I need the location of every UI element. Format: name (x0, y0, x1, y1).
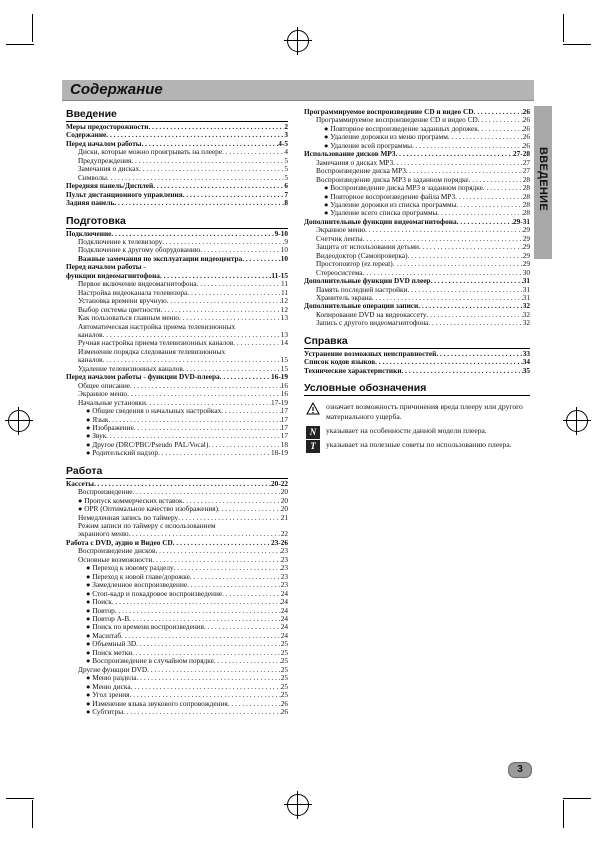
toc-entry-title: Счетчик ленты (316, 233, 363, 243)
title-bar (62, 80, 534, 101)
toc-entry-page: 10 (280, 245, 288, 255)
toc-entry-page: 26 (522, 132, 530, 142)
toc-entry-page: 25 (280, 656, 288, 666)
legend-item (304, 440, 530, 450)
toc-entry-title: ● OPR (Оптимальное качество изображения) (78, 504, 219, 514)
legend-item (304, 402, 530, 422)
toc-entry-page: 18 (280, 439, 288, 449)
toc-entry-title: Изменение порядка следования телевизионных (78, 346, 226, 356)
dot-leader (190, 573, 281, 581)
toc-entry-title: ● Повтор (86, 605, 115, 615)
toc-entry-page: 29 (522, 242, 530, 252)
toc-entry-page: 2 (284, 122, 288, 131)
dot-leader (474, 108, 523, 116)
toc-entry-page: 4 (284, 147, 288, 157)
toc-entry-page: 25 (280, 664, 288, 674)
toc-entry-page: 24 (280, 614, 288, 624)
toc-entry-page: 23-26 (270, 537, 288, 547)
toc-entry-title: Пульт дистанционного управления (66, 189, 183, 199)
toc-entry-page: 17 (280, 406, 288, 416)
toc-entry[interactable] (304, 367, 530, 375)
toc-entry-title: Стереосистема (316, 267, 363, 277)
toc-entry-title: Дополнительные функции видеомагнитофона (304, 216, 457, 226)
toc-entry-title: Немедленная запись по таймеру (78, 512, 179, 522)
toc-entry-page: 23 (280, 546, 288, 556)
toc-entry-page: 30 (522, 267, 530, 277)
dot-leader (427, 311, 523, 319)
toc-entry-title: Дополнительные операции записи (304, 301, 419, 311)
dot-leader (130, 382, 281, 390)
toc-entry-title: Ручная настройка приема телевизионных каналов (78, 338, 234, 348)
toc-entry-page: 35 (522, 365, 530, 375)
toc-entry-page: 20 (280, 495, 288, 505)
toc-entry-page: 23 (280, 563, 288, 573)
toc-entry-title: Защита от использования детьми (316, 242, 419, 252)
toc-entry-title: ● Воспроизведение диска MP3 в заданном порядке (324, 183, 483, 193)
dot-leader (114, 199, 284, 207)
toc-entry-title: Работа с DVD, аудио и Видео CD (66, 537, 173, 547)
section-heading: Введение (66, 108, 288, 122)
dot-leader (225, 348, 288, 356)
toc-entry-title: Простоповтор (ez repeat) (316, 259, 393, 269)
toc-entry-title: ● Субтитры (86, 707, 124, 716)
toc-entry-title: Программируемое воспроизведение CD и видео CD (316, 115, 478, 125)
toc-entry-page: 28 (522, 191, 530, 201)
crop-mark (563, 800, 564, 828)
dot-leader (233, 339, 280, 347)
dot-leader (131, 683, 281, 691)
dot-leader (222, 590, 281, 598)
toc-entry-page: 5 (284, 172, 288, 182)
warning-icon (306, 402, 320, 415)
toc-entry-title: Удаление телевизионных каналов (78, 363, 183, 373)
toc-entry-title: ● Угол зрения (86, 690, 130, 700)
toc-entry-page: 17 (280, 422, 288, 432)
toc-entry-title: Экранное меню (316, 225, 366, 235)
toc-entry-page: 23 (280, 554, 288, 564)
dot-leader (121, 632, 281, 640)
toc-entry-page: 24 (280, 630, 288, 640)
dot-leader (173, 539, 271, 547)
dot-leader (204, 623, 281, 631)
toc-entry[interactable] (304, 319, 530, 327)
dot-leader (167, 297, 281, 305)
toc-entry-title: Воспроизведение дисков (78, 546, 156, 556)
toc-entry-title: ● Стоп-кадр и покадровое воспроизведение (86, 588, 223, 598)
dot-leader (127, 390, 281, 398)
toc-entry-page: 25 (280, 690, 288, 700)
toc-entry-page: 33 (522, 348, 530, 358)
toc-entry-title: Диски, которые можно проигрывать на плеере (78, 147, 223, 157)
crop-mark (6, 44, 34, 45)
dot-leader (478, 116, 523, 124)
toc-entry-title: Перед началом работы - функции DVD-плеера (66, 372, 220, 382)
toc-left-column (66, 108, 288, 716)
dot-leader (220, 373, 271, 381)
side-tab-label: ВВЕДЕНИЕ (537, 147, 549, 211)
legend-item (304, 426, 530, 436)
toc-entry-title: Перед началом работы (66, 138, 142, 148)
dot-leader (455, 193, 523, 201)
toc-entry[interactable] (66, 449, 288, 457)
dot-leader (146, 263, 288, 271)
toc-entry-title: Память последней настройки (316, 284, 408, 294)
toc-entry-title: Использование дисков MP3 (304, 149, 396, 159)
toc-entry-page: 29 (522, 233, 530, 243)
toc-entry-title: Начальные установки (78, 397, 146, 407)
toc-entry-title: ● Замедленное воспроизведение (86, 580, 188, 590)
toc-entry-title: экранного меню (78, 529, 129, 539)
toc-entry[interactable] (66, 708, 288, 716)
toc-entry-title: ● Пропуск коммерческих вставок (78, 495, 183, 505)
toc-entry-page: 4-5 (278, 138, 288, 148)
toc-entry-title: ● Поиск (86, 597, 112, 607)
toc-entry[interactable] (66, 199, 288, 207)
toc-entry-title: Экранное меню (78, 389, 128, 399)
toc-entry-title: ● Другое (DRC/PBC/Pseudo PAL/Vocal) (86, 439, 209, 449)
toc-entry-page: 28 (522, 174, 530, 184)
toc-entry-title: Первое включение видеомагнитофона (78, 279, 197, 289)
toc-entry-title: Автоматическая настройка приема телевизионных (78, 321, 236, 331)
toc-entry-page: 3 (284, 130, 288, 140)
toc-entry-page: 9 (284, 236, 288, 246)
toc-entry-title: Технические характеристики (304, 365, 402, 375)
dot-leader (419, 243, 523, 251)
toc-entry-title: ● Масштаб (86, 630, 122, 640)
dot-leader (148, 123, 284, 131)
toc-entry-page: 20 (280, 504, 288, 514)
toc-entry-title: Меры предосторожности (66, 122, 149, 131)
toc-entry-page: 29 (522, 250, 530, 260)
crop-mark (6, 798, 34, 799)
toc-entry-page: 8 (284, 198, 288, 208)
toc-entry-title: ● Звук (86, 431, 107, 441)
toc-entry-page: 15 (280, 363, 288, 373)
toc-entry-title: ● Объемный 3D (86, 639, 137, 649)
toc-entry-page: 24 (280, 605, 288, 615)
dot-leader (115, 607, 281, 615)
dot-leader (483, 184, 523, 192)
dot-leader (393, 159, 523, 167)
toc-entry-title: ● Удаление всего списка программы (324, 208, 438, 218)
dot-leader (123, 708, 281, 716)
toc-entry-page: 26 (522, 140, 530, 150)
toc-entry-page: 31 (522, 292, 530, 302)
toc-entry-page: 26 (522, 123, 530, 133)
toc-entry-title: ● Повторное воспроизведение файла MP3 (324, 191, 456, 201)
toc-entry-title: Как пользоваться главным меню (78, 313, 180, 323)
page-number: 3 (508, 762, 532, 778)
toc-entry-title: ● Меню диска (86, 681, 131, 691)
toc-entry-page: 32 (522, 301, 530, 311)
toc-entry-title: Подключение (66, 228, 112, 238)
dot-leader (431, 277, 523, 285)
toc-entry-title: Воспроизведение диска MP3 (316, 166, 406, 176)
toc-entry-page: 5 (284, 155, 288, 165)
toc-entry-page: 17-19 (270, 397, 288, 407)
crop-mark (563, 798, 591, 799)
toc-entry-page: 23 (280, 580, 288, 590)
dot-leader (214, 657, 281, 665)
toc-entry-page: 27 (522, 157, 530, 167)
toc-entry-title: Хранитель экрана (316, 292, 372, 302)
toc-entry-title: Подключение к другому оборудованию (78, 245, 201, 255)
dot-leader (457, 218, 513, 226)
toc-entry-title: Кассеты (66, 478, 94, 488)
toc-entry-page: 14 (280, 338, 288, 348)
dot-leader (139, 165, 284, 173)
legend-text: означает возможность причинения вреда плееру или другого материального ущерба. (326, 402, 523, 422)
toc-entry-page: 15 (280, 355, 288, 365)
toc-entry-page: 29-31 (512, 216, 530, 226)
dot-leader (112, 598, 281, 606)
tip-icon: T (306, 440, 320, 453)
toc-entry-page: 34 (522, 357, 530, 367)
toc-entry-page: 26 (280, 698, 288, 708)
toc-entry-title: ● Удаление дорожки из меню программ (324, 132, 448, 142)
toc-entry-title: ● Меню раздела (86, 673, 137, 683)
toc-entry-page: 24 (280, 597, 288, 607)
dot-leader (187, 289, 281, 297)
dot-leader (108, 416, 280, 424)
toc-entry-title: Запись с другого видеомагнитофона (316, 318, 429, 328)
dot-leader (448, 133, 523, 141)
toc-entry-page: 29 (522, 225, 530, 235)
toc-entry-title: ● Поиск по времени воспроизведения (86, 622, 204, 632)
dot-leader (408, 252, 523, 260)
toc-entry-title: ● Повтор A-B (86, 614, 130, 624)
toc-entry-page: 26 (522, 115, 530, 125)
dot-leader (208, 441, 280, 449)
dot-leader (393, 260, 523, 268)
legend-text: указывает на особенности данной модели плеера. (326, 426, 487, 436)
registration-mark (8, 410, 30, 432)
toc-entry-page: 31 (522, 284, 530, 294)
dot-leader (218, 505, 281, 513)
toc-entry-title: Задняя панель (66, 198, 115, 208)
toc-entry-page: 20 (280, 487, 288, 497)
toc-entry-title: каналов (78, 355, 103, 365)
toc-entry-page: 9-10 (274, 228, 288, 238)
dot-leader (215, 522, 288, 530)
toc-entry-page: 11 (280, 279, 288, 289)
toc-entry-title: ● Поиск метки (86, 647, 133, 657)
toc-entry-title: ● Родительский надзор (86, 448, 159, 458)
toc-entry-page: 21 (280, 512, 288, 522)
toc-entry-title: ● Язык (86, 414, 109, 424)
page-title: Содержание (70, 81, 163, 98)
toc-entry-title: ● Переход к новому разделу (86, 563, 174, 573)
dot-leader (365, 226, 523, 234)
toc-entry-page: 6 (284, 181, 288, 191)
toc-entry-title: Список кодов языков (304, 357, 376, 367)
toc-entry-page: 26 (280, 707, 288, 716)
toc-entry-page: 24 (280, 588, 288, 598)
dot-leader (478, 125, 523, 133)
toc-entry-page: 17 (280, 431, 288, 441)
toc-entry-title: ● Удаление всей программы (324, 140, 413, 150)
toc-entry-title: Установка времени вручную (78, 296, 167, 306)
toc-entry-title: Программируемое воспроизведение CD и видео CD (304, 107, 474, 116)
toc-entry-page: 25 (280, 673, 288, 683)
dot-leader (457, 201, 523, 209)
toc-entry-page: 16 (280, 380, 288, 390)
toc-entry-page: 12 (280, 296, 288, 306)
toc-entry-title: Содержание (66, 130, 107, 140)
toc-entry-title: Воспроизведение (78, 487, 133, 497)
toc-entry-title: Символы (78, 172, 107, 182)
note-icon: N (306, 426, 320, 439)
toc-entry-title: Общее описание (78, 380, 130, 390)
toc-entry-page: 16-19 (270, 372, 288, 382)
dot-leader (436, 350, 522, 358)
toc-entry-page: 13 (280, 313, 288, 323)
toc-entry-page: 29 (522, 259, 530, 269)
toc-entry-title: ● Повторное воспроизведение заданных дорожек (324, 123, 478, 133)
dot-leader (183, 191, 285, 199)
dot-leader (428, 319, 522, 327)
toc-entry-title: ● Воспроизведение в случайном порядке (86, 656, 214, 666)
dot-leader (418, 302, 522, 310)
toc-entry-page: 26 (522, 107, 530, 116)
toc-entry-title: Замечания о дисках (78, 164, 140, 174)
toc-entry-title: Копирование DVD на видеокассету (316, 309, 427, 319)
crop-mark (32, 800, 33, 828)
toc-entry-title: Замечания о дисках MP3 (316, 157, 394, 167)
toc-entry-page: 7 (284, 189, 288, 199)
section-heading: Работа (66, 465, 288, 479)
toc-entry-page: 10 (280, 253, 288, 263)
toc-right-column (304, 108, 530, 454)
toc-entry-page: 27-28 (512, 149, 530, 159)
legend-text: указывает на полезные советы по использованию плеера. (326, 440, 512, 450)
dot-leader (412, 142, 523, 150)
dot-leader (228, 700, 281, 708)
toc-entry-page: 25 (280, 647, 288, 657)
toc-entry-title: Важные замечания по эксплуатации видеоцентра (78, 253, 243, 263)
crop-mark (32, 14, 33, 42)
toc-entry-title: ● Изменение языка звукового сопровождения (86, 698, 228, 708)
toc-entry-title: Передняя панель/Дисплей (66, 181, 154, 191)
dot-leader (134, 424, 281, 432)
dot-leader (221, 407, 280, 415)
section-heading: Справка (304, 335, 530, 349)
dot-leader (242, 255, 280, 263)
toc-entry-page: 17 (280, 414, 288, 424)
toc-entry-title: ● Переход к новой главе/дорожке (86, 571, 190, 581)
registration-mark (566, 410, 588, 432)
toc-entry-page: 11-15 (271, 270, 288, 280)
section-heading: Условные обозначения (304, 382, 530, 396)
toc-entry-page: 16 (280, 389, 288, 399)
toc-entry-page: 32 (522, 309, 530, 319)
registration-mark (287, 30, 309, 52)
toc-entry-title: Видеодоктор (Самопроверка) (316, 250, 408, 260)
toc-entry-page: 22 (280, 529, 288, 539)
toc-entry-page: 23 (280, 571, 288, 581)
registration-mark (287, 794, 309, 816)
toc-entry-page: 24 (280, 622, 288, 632)
dot-leader (131, 157, 284, 165)
dot-leader (158, 449, 271, 457)
toc-entry-title: Режим записи по таймеру с использованием (78, 521, 216, 531)
crop-mark (563, 14, 564, 42)
toc-entry-title: ● Удаление дорожки из списка программы (324, 199, 457, 209)
toc-entry-title: Дополнительные функции DVD плеер (304, 276, 431, 286)
dot-leader (222, 148, 284, 156)
toc-entry-title: ● Общие сведения о начальных настройках (86, 406, 222, 416)
section-heading: Подготовка (66, 215, 288, 229)
dot-leader (136, 640, 281, 648)
toc-entry-title: ● Изображение (86, 422, 134, 432)
toc-entry-title: Настройка видеоканала телевизора (78, 287, 188, 297)
dot-leader (137, 674, 281, 682)
toc-entry-title: Другие функции DVD (78, 664, 148, 674)
dot-leader (147, 666, 281, 674)
dot-leader (407, 286, 522, 294)
toc-entry-title: Подключение к телевизору (78, 236, 163, 246)
toc-entry-title: функции видеомагнитофона (66, 270, 160, 280)
toc-entry-page: 12 (280, 304, 288, 314)
toc-entry-title: Основные возможности (78, 554, 153, 564)
dot-leader (155, 547, 280, 555)
toc-entry-page: 31 (522, 276, 530, 286)
toc-entry-title: Устранение возможных неисправностей (304, 348, 437, 358)
dot-leader (402, 367, 523, 375)
legend (304, 402, 530, 450)
toc-entry-page: 32 (522, 318, 530, 328)
toc-entry-page: 13 (280, 329, 288, 339)
toc-entry-title: Предупреждения (78, 155, 132, 165)
toc-entry-page: 25 (280, 681, 288, 691)
toc-entry-page: 28 (522, 208, 530, 218)
toc-entry-page: 25 (280, 639, 288, 649)
toc-entry-page: 28 (522, 183, 530, 193)
section-side-tab (534, 106, 552, 259)
toc-entry-page: 20-22 (270, 478, 288, 488)
toc-entry-page: 18-19 (270, 448, 288, 458)
toc-entry-title: Воспроизведение диска MP3 в заданном порядке (316, 174, 469, 184)
toc-entry-page: 5 (284, 164, 288, 174)
crop-mark (563, 44, 591, 45)
toc-entry-page: 11 (280, 287, 288, 297)
toc-entry-page: 27 (522, 166, 530, 176)
toc-entry-page: 28 (522, 199, 530, 209)
toc-entry-title: каналов (78, 329, 103, 339)
toc-entry-title: Перед началом работы - (66, 262, 146, 272)
toc-entry-title: Выбор системы цветности (78, 304, 161, 314)
dot-leader (396, 150, 513, 158)
dot-leader (197, 280, 281, 288)
